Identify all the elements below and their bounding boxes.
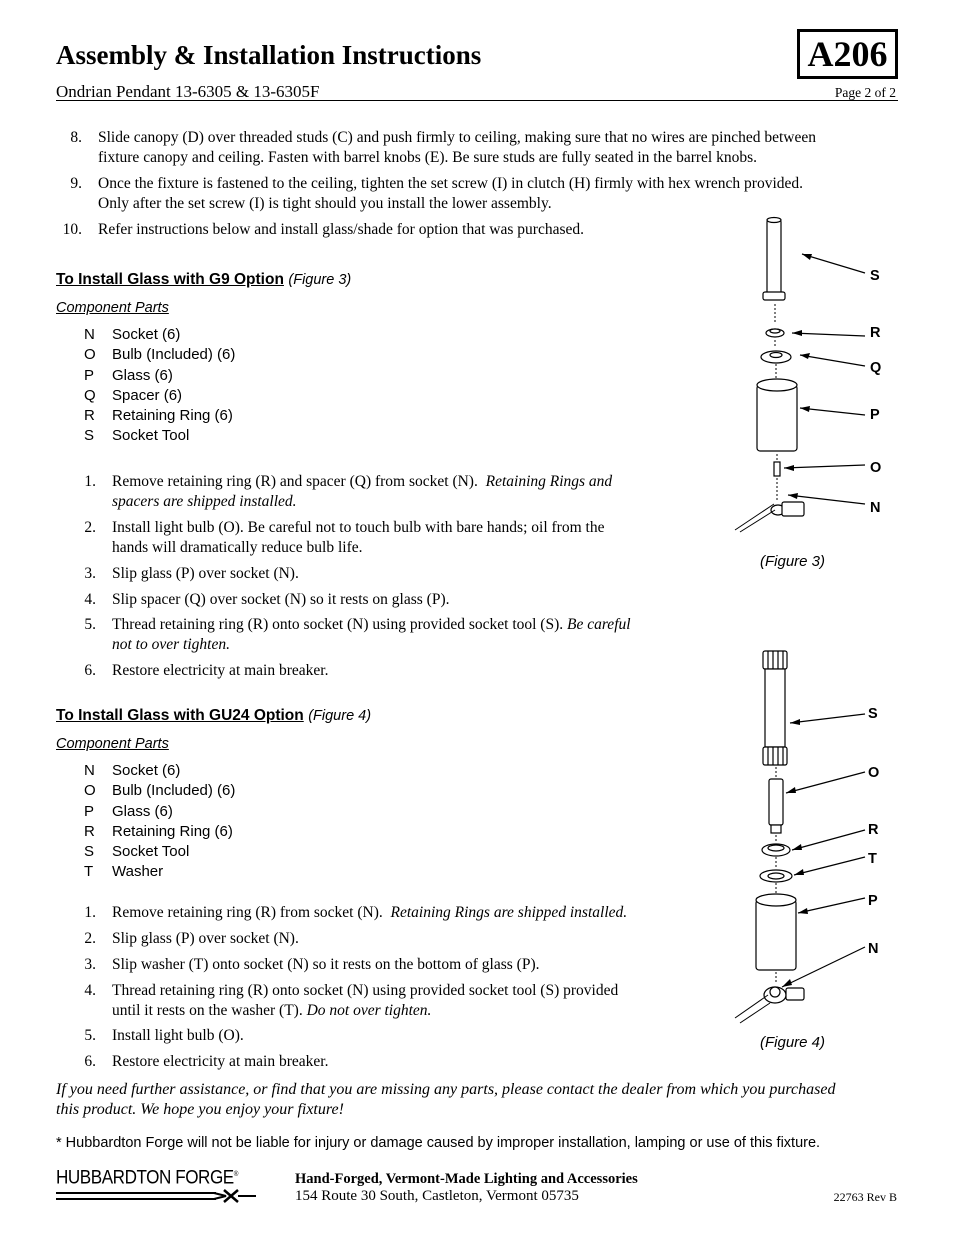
part-letter: S	[84, 843, 95, 861]
part-name: Socket Tool	[112, 843, 190, 861]
step-number: 1.	[84, 473, 96, 490]
step-text: Install light bulb (O). Be careful not to touch bulb with bare hands; oil from the	[112, 519, 605, 536]
step-line	[112, 472, 612, 492]
step-text: hands will dramatically reduce bulb life.	[112, 539, 363, 556]
gu24-section-heading	[56, 707, 371, 725]
g9-step	[70, 615, 710, 655]
figure-4-label: T	[868, 851, 877, 867]
part-row	[84, 842, 235, 862]
footer-address: 154 Route 30 South, Castleton, Vermont 05735	[295, 1188, 579, 1204]
step-text: Slip spacer (Q) over socket (N) so it rests on glass (P).	[112, 591, 450, 608]
step-note: Retaining Rings are shipped installed.	[390, 904, 628, 921]
step-text: Remove retaining ring (R) and spacer (Q) from socket (N).	[112, 473, 478, 490]
footer-document-code: 22763 Rev B	[833, 1190, 897, 1204]
gu24-step	[70, 929, 710, 949]
closing-note	[56, 1080, 906, 1120]
step-text: Restore electricity at main breaker.	[112, 1053, 329, 1070]
part-name: Bulb (Included) (6)	[112, 346, 236, 364]
step-text: Slip glass (P) over socket (N).	[112, 930, 299, 947]
gu24-parts-list	[84, 761, 235, 883]
part-row	[84, 345, 235, 365]
gu24-component-parts-heading: Component Parts	[56, 736, 169, 752]
step-text: Remove retaining ring (R) from socket (N).	[112, 904, 383, 921]
part-letter: S	[84, 427, 95, 445]
step-text: fixture canopy and ceiling. Fasten with barrel knobs (E). Be sure studs are fully seated in the barrel knobs.	[98, 149, 757, 166]
g9-section-heading	[56, 271, 351, 289]
step-number: 1.	[84, 904, 96, 921]
part-row	[84, 781, 235, 801]
step-number: 10.	[62, 221, 82, 238]
step-text: Slip washer (T) onto socket (N) so it rests on the bottom of glass (P).	[112, 956, 540, 973]
logo-tongs-mark	[56, 1188, 261, 1204]
part-row	[84, 822, 235, 842]
step-number: 6.	[84, 1053, 96, 1070]
step-text: Only after the set screw (I) is tight should you install the lower assembly.	[98, 195, 552, 212]
step-text: Refer instructions below and install glass/shade for option that was purchased.	[98, 221, 584, 238]
step-number: 5.	[84, 1027, 96, 1044]
figure-3-label: P	[870, 407, 880, 423]
figure-3-exploded-diagram	[720, 212, 900, 542]
g9-step	[70, 661, 710, 681]
part-letter: N	[84, 762, 95, 779]
part-letter: N	[84, 326, 95, 343]
step-number: 8.	[70, 129, 82, 146]
figure-4-label: O	[868, 765, 880, 781]
step-note: not to over tighten.	[112, 636, 230, 653]
page-number: Page 2 of 2	[834, 85, 896, 100]
step-text: Slip glass (P) over socket (N).	[112, 565, 299, 582]
step-line	[112, 903, 627, 923]
figure-4-caption: (Figure 4)	[760, 1034, 826, 1051]
step-number: 3.	[84, 956, 96, 973]
logo-text: HUBBARDTON FORGE	[56, 1167, 234, 1189]
step-text: Once the fixture is fastened to the ceiling, tighten the set screw (I) in clutch (H) firmly with hex wrench provided.	[98, 175, 804, 192]
part-row	[84, 386, 235, 406]
figure-4-label: P	[868, 893, 878, 909]
g9-step	[70, 564, 710, 584]
logo-registered-mark: ®	[233, 1171, 238, 1178]
step-number: 4.	[84, 591, 96, 608]
gu24-heading-text: To Install Glass with GU24 Option	[56, 707, 304, 724]
step-text: until it rests on the washer (T).	[112, 1002, 303, 1019]
figure-3-label: N	[870, 500, 881, 516]
figure-4-label: R	[868, 822, 879, 838]
figure-4-label: N	[868, 941, 879, 957]
closing-line: this product. We hope you enjoy your fixture!	[56, 1101, 344, 1118]
figure-3-label: O	[870, 460, 882, 476]
part-letter: O	[84, 346, 96, 364]
step-note: Do not over tighten.	[306, 1002, 432, 1019]
part-name: Washer	[112, 863, 164, 881]
gu24-step	[70, 1026, 710, 1046]
step-text: Thread retaining ring (R) onto socket (N) using provided socket tool (S) provided	[112, 982, 619, 999]
part-name: Glass (6)	[112, 366, 173, 384]
step-number: 3.	[84, 565, 96, 582]
step-text: Thread retaining ring (R) onto socket (N) using provided socket tool (S).	[112, 616, 564, 633]
part-name: Socket (6)	[112, 762, 181, 779]
part-name: Socket Tool	[112, 427, 190, 445]
step-text: Slide canopy (D) over threaded studs (C) and push firmly to ceiling, making sure that no wires are pinched between	[98, 129, 816, 146]
part-name: Spacer (6)	[112, 386, 183, 404]
step-number: 9.	[70, 175, 82, 192]
part-row	[84, 406, 235, 426]
part-letter: Q	[84, 386, 96, 404]
product-subtitle: Ondrian Pendant 13-6305 & 13-6305F	[56, 82, 320, 101]
step-number: 6.	[84, 662, 96, 679]
part-letter: T	[84, 863, 94, 881]
part-row	[84, 761, 235, 781]
g9-step	[70, 472, 710, 512]
part-row	[84, 862, 235, 882]
g9-step	[70, 590, 710, 610]
closing-line: If you need further assistance, or find that you are missing any parts, please contact the dealer from which you purchased	[56, 1081, 836, 1098]
step-note: Retaining Rings and	[485, 473, 613, 490]
gu24-figure-reference: (Figure 4)	[308, 708, 372, 724]
figure-3-caption: (Figure 3)	[760, 553, 826, 570]
step-note: Be careful	[567, 616, 631, 633]
part-name: Retaining Ring (6)	[112, 407, 233, 425]
page-title: Assembly & Installation Instructions	[56, 40, 482, 70]
header-rule	[56, 100, 898, 101]
part-letter: R	[84, 407, 95, 425]
part-letter: O	[84, 782, 96, 800]
step-text: Install light bulb (O).	[112, 1027, 244, 1044]
hubbardton-forge-logo	[56, 1165, 261, 1209]
part-row	[84, 366, 235, 386]
step-number: 4.	[84, 982, 96, 999]
part-row	[84, 325, 235, 345]
g9-component-parts-heading: Component Parts	[56, 300, 169, 316]
step-number: 2.	[84, 930, 96, 947]
step-note: spacers are shipped installed.	[112, 493, 297, 510]
part-row	[84, 802, 235, 822]
gu24-step	[70, 903, 710, 923]
figure-3-label: S	[870, 268, 880, 284]
part-letter: R	[84, 822, 95, 840]
figure-3-label: Q	[870, 360, 882, 376]
document-code-box: A206	[797, 29, 898, 79]
liability-disclaimer: * Hubbardton Forge will not be liable for injury or damage caused by improper installation, lamping or use of this fixture.	[56, 1135, 821, 1151]
part-name: Bulb (Included) (6)	[112, 782, 236, 800]
part-letter: P	[84, 366, 95, 384]
intro-step	[56, 174, 906, 214]
part-name: Socket (6)	[112, 326, 181, 343]
intro-step	[56, 220, 756, 240]
step-line	[112, 615, 631, 635]
g9-step	[70, 518, 710, 558]
footer-tagline: Hand-Forged, Vermont-Made Lighting and Accessories	[295, 1171, 638, 1187]
intro-step	[56, 128, 906, 168]
gu24-step	[70, 1052, 710, 1072]
figure-4-label: S	[868, 706, 878, 722]
step-number: 2.	[84, 519, 96, 536]
gu24-step	[70, 981, 710, 1021]
part-letter: P	[84, 802, 95, 820]
part-name: Glass (6)	[112, 802, 173, 820]
figure-3-label: R	[870, 325, 881, 341]
step-line	[112, 1001, 431, 1021]
gu24-step	[70, 955, 710, 975]
part-name: Retaining Ring (6)	[112, 822, 233, 840]
g9-figure-reference: (Figure 3)	[288, 272, 352, 288]
step-number: 5.	[84, 616, 96, 633]
part-row	[84, 426, 235, 446]
g9-parts-list	[84, 325, 235, 447]
g9-heading-text: To Install Glass with G9 Option	[56, 271, 284, 288]
step-text: Restore electricity at main breaker.	[112, 662, 329, 679]
